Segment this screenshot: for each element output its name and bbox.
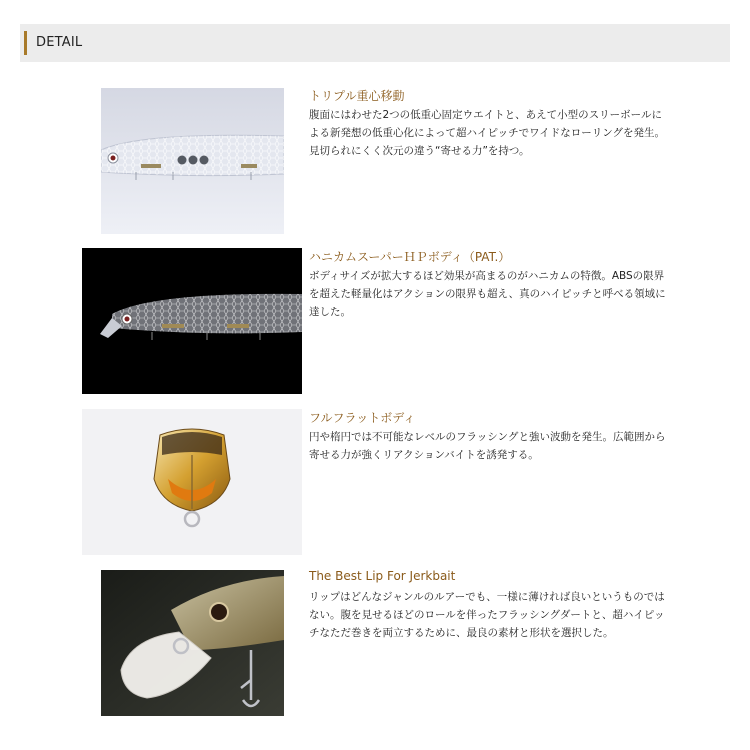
feature-heading: トリプル重心移動	[309, 89, 405, 103]
lure-photo-lip-closeup	[101, 570, 284, 716]
detail-title: DETAIL	[36, 35, 83, 50]
feature-description: 円や楕円では不可能なレベルのフラッシングと強い波動を発生。広範囲から寄せる力が強くリアクションバイトを誘発する。	[309, 431, 666, 461]
lure-photo-ball-weights	[101, 88, 284, 234]
header-accent-bar	[24, 31, 27, 55]
lure-photo-gold-front	[82, 409, 302, 555]
feature-description: 腹面にはわせた2つの低重心固定ウエイトと、あえて小型のスリーボールによる新発想の低重心化によって超ハイピッチでワイドなローリングを発生。見切られにくく次元の違う“寄せる力”を持つ。	[309, 109, 666, 157]
feature-description: リップはどんなジャンルのルアーでも、一様に薄ければ良いというものではない。腹を見せるほどのロールを伴ったフラッシングダートと、超ハイピッチなただ巻きを両立するために、最良の素材と形状を選択した。	[309, 591, 665, 639]
lure-photo-honeycomb-black	[82, 248, 302, 394]
feature-heading: フルフラットボディ	[309, 411, 416, 425]
feature-heading: The Best Lip For Jerkbait	[309, 569, 456, 583]
feature-heading: ハニカムスーパーＨＰボディ（PAT.）	[309, 250, 511, 264]
feature-description: ボディサイズが拡大するほど効果が高まるのがハニカムの特徴。ABSの限界を超えた軽量化はアクションの限界も超え、真のハイピッチと呼べる領域に達した。	[309, 270, 666, 318]
detail-header	[20, 24, 730, 62]
